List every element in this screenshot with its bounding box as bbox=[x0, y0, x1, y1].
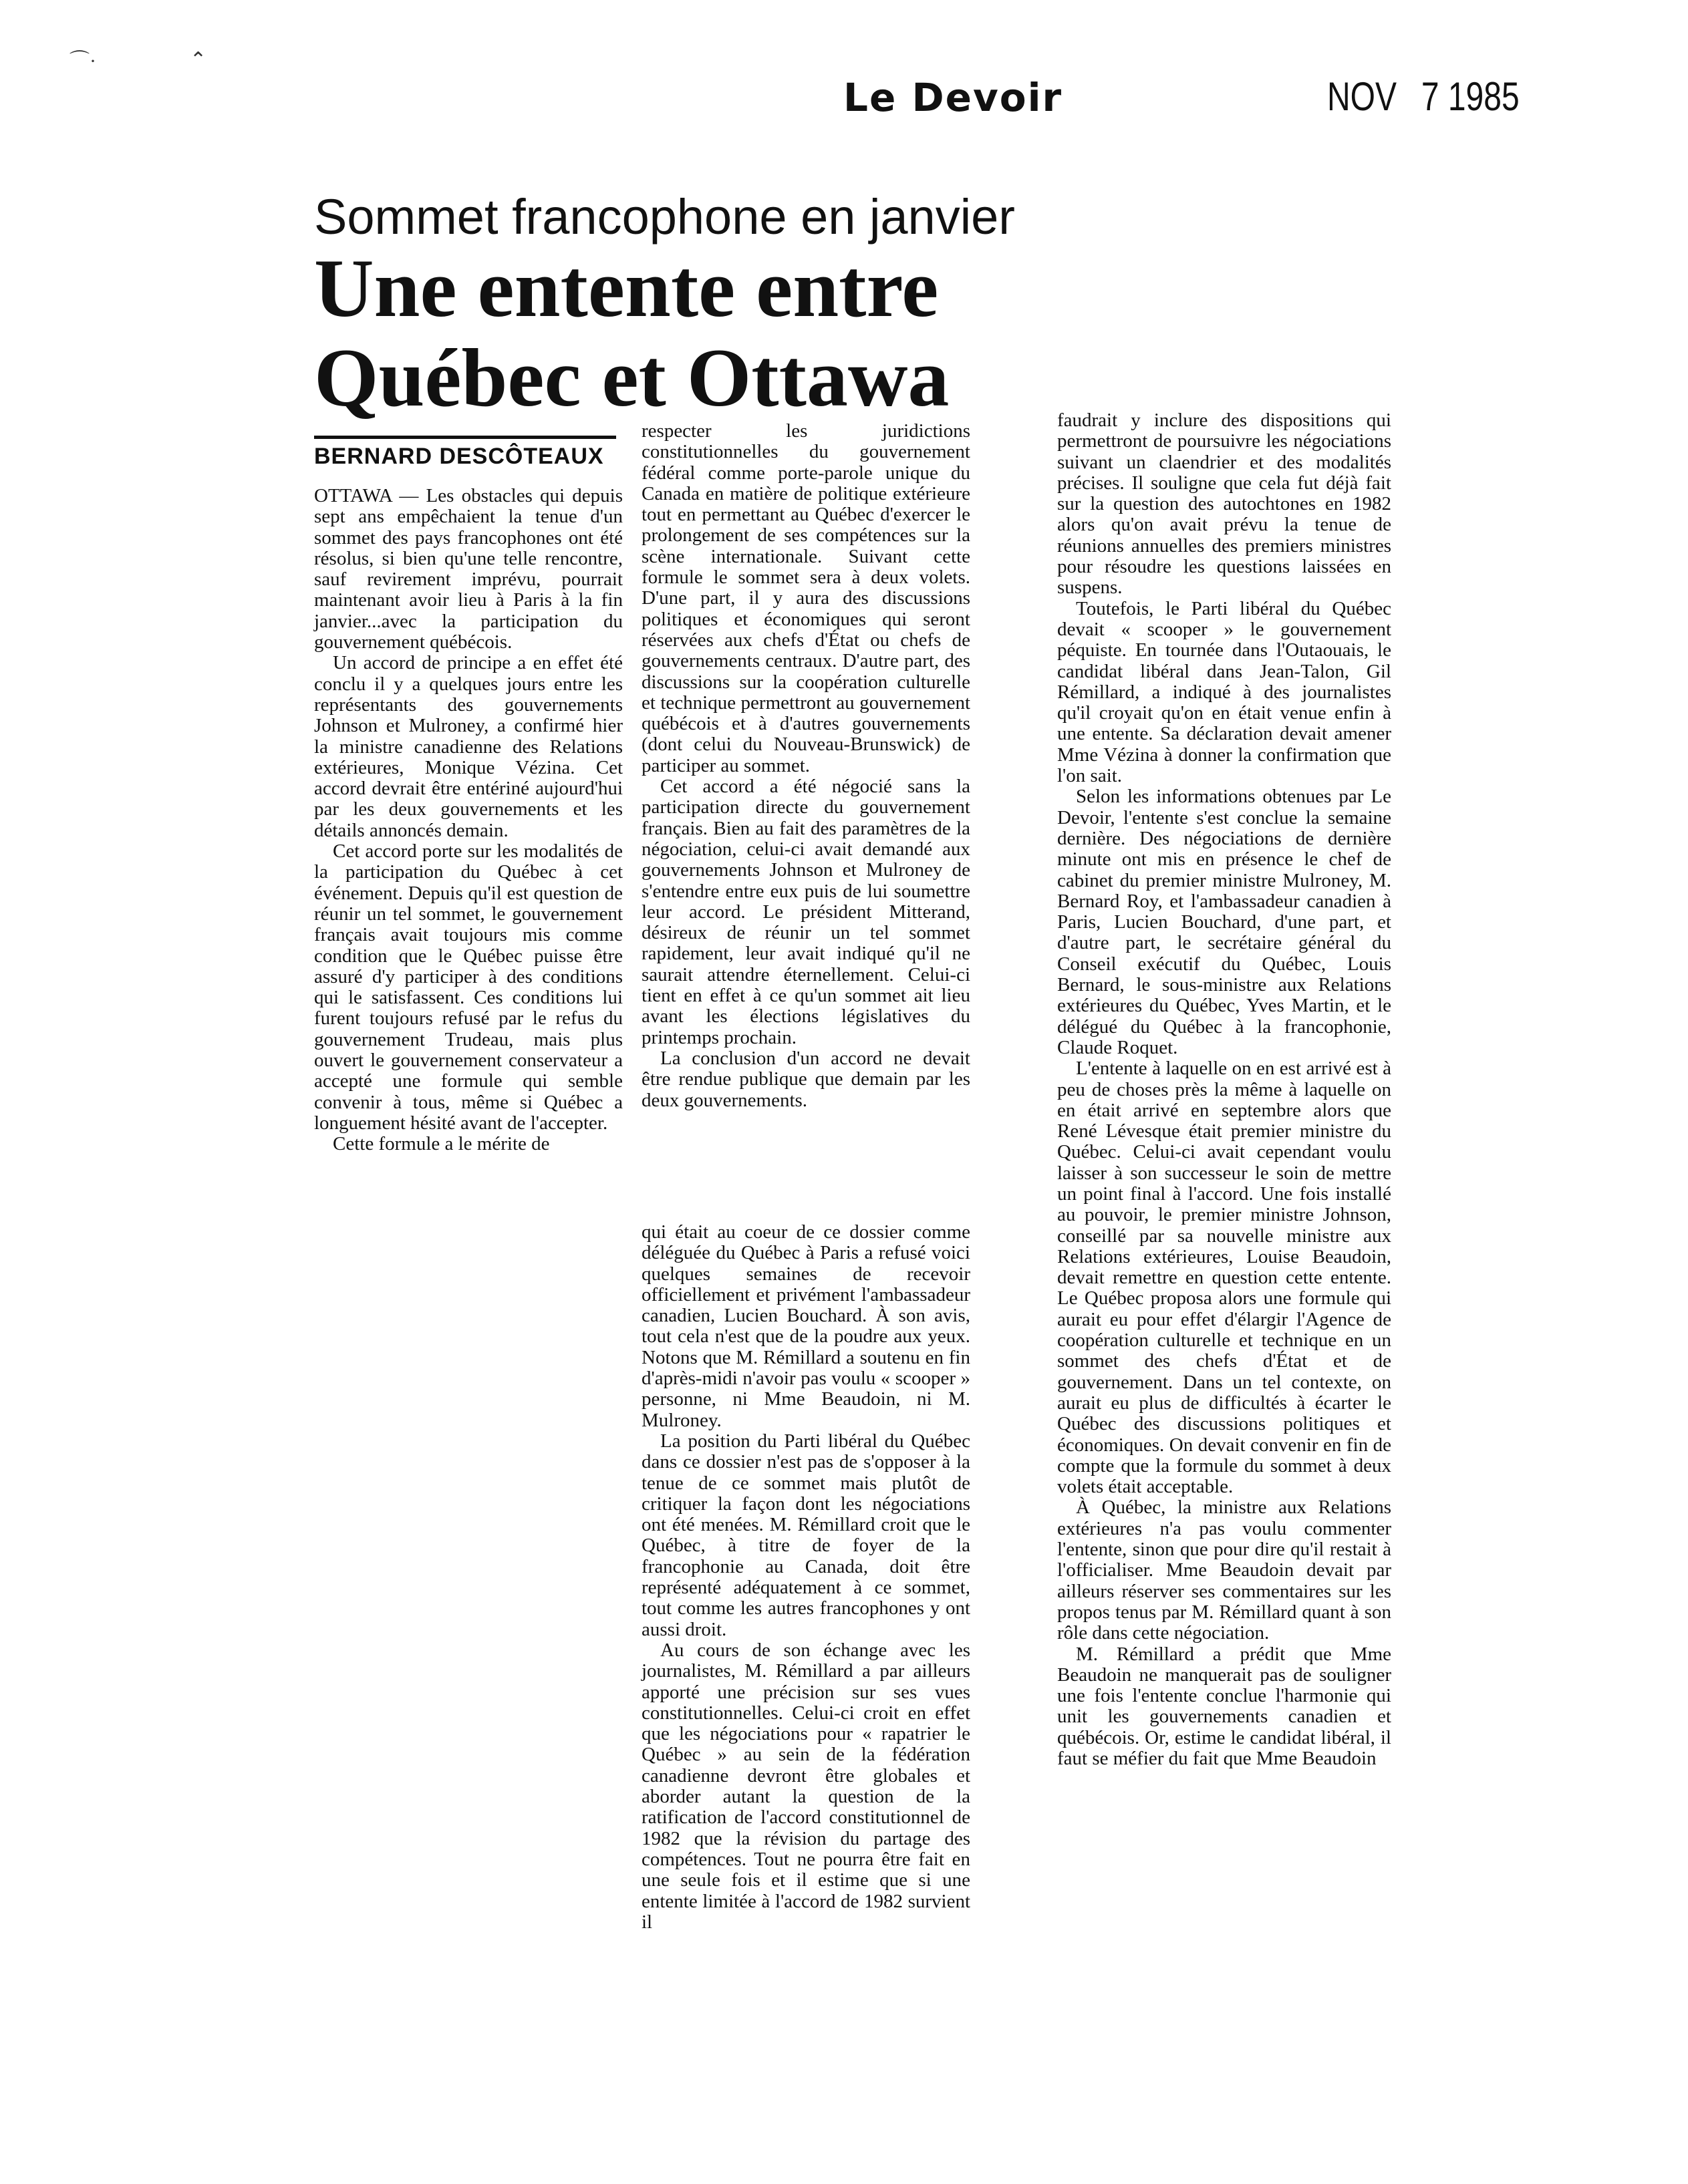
kicker: Sommet francophone en janvier bbox=[314, 189, 1015, 245]
paragraph: À Québec, la ministre aux Relations extérieures n'a pas voulu commenter l'entente, sinon que pour dire qu'il restait à l'officialiser. Mme Beaudoin devait par ailleurs réserver ses commentaires sur les propos tenus par M. Rémillard quant à son rôle dans cette négociation. bbox=[1057, 1497, 1391, 1644]
masthead: Le Devoir bbox=[843, 75, 1063, 120]
paragraph: Cet accord a été négocié sans la participation directe du gouvernement français. Bien au fait des paramètres de la négociation, celui-ci avait demandé aux gouvernements Johnson et Mulroney de s'entendre entre eux puis de lui soumettre leur accord. Le président Mitterand, désireux de réunir un tel sommet rapidement, leur avait indiqué qu'il ne saurait attendre éternellement. Celui-ci tient en effet à ce qu'un sommet ait lieu avant les élections législatives du printemps prochain. bbox=[642, 776, 970, 1048]
date-stamp bbox=[1327, 73, 1520, 120]
date-day-year: 7 1985 bbox=[1421, 74, 1520, 119]
headline bbox=[314, 244, 1049, 423]
paragraph: OTTAWA — Les obstacles qui depuis sept ans empêchaient la tenue d'un sommet des pays francophones ont été résolus, si bien qu'une telle rencontre, sauf revirement imprévu, pourrait maintenant avoir lieu à Paris à la fin janvier...avec la participation du gouvernement québécois. bbox=[314, 485, 623, 653]
date-month: NOV bbox=[1327, 74, 1397, 119]
article-column-2 bbox=[642, 421, 970, 1111]
paragraph: L'entente à laquelle on en est arrivé est à peu de choses près la même à laquelle on en était arrivé en septembre alors que René Lévesque était premier ministre du Québec. Celui-ci avait cependant voulu laisser à son successeur le soin de mettre un point final à l'accord. Une fois installé au pouvoir, le premier ministre Johnson, conseillé par sa nouvelle ministre aux Relations extérieures, Louise Beaudoin, devait remettre en question cette entente. Le Québec proposa alors une formule qui aurait eu pour effet d'élargir l'Agence de coopération culturelle et technique en un sommet des chefs d'État et de gouvernement. Dans un tel contexte, on aurait eu plus de difficultés à écarter le Québec des discussions politiques et économiques. On devait convenir en fin de compte que la formule du sommet à deux volets était acceptable. bbox=[1057, 1058, 1391, 1498]
paragraph: faudrait y inclure des dispositions qui permettront de poursuivre les négociations suivant un claendrier et des modalités précises. Il souligne que cela fut déjà fait sur la question des autochtones en 1982 alors qu'on avait prévu la tenue de réunions annuelles des premiers ministres pour résoudre les questions laissées en suspens. bbox=[1057, 410, 1391, 599]
scan-mark: ⌃ bbox=[190, 49, 207, 71]
paragraph: La conclusion d'un accord ne devait être rendue publique que demain par les deux gouvernements. bbox=[642, 1047, 970, 1111]
article-column-3 bbox=[1057, 410, 1391, 1769]
paragraph: Selon les informations obtenues par Le Devoir, l'entente s'est conclue la semaine dernière. Des négociations de dernière minute ont mis en présence le chef de cabinet du premier ministre Mulroney, M. Bernard Roy, et l'ambassadeur canadien à Paris, Lucien Bouchard, d'une part, et d'autre part, le secrétaire général du Conseil exécutif du Québec, Louis Bernard, le sous-ministre aux Relations extérieures du Québec, Yves Martin, et le délégué du Québec à la francophonie, Claude Roquet. bbox=[1057, 786, 1391, 1058]
paragraph: La position du Parti libéral du Québec dans ce dossier n'est pas de s'opposer à la tenue de ce sommet mais plutôt de critiquer la façon dont les négociations ont été menées. M. Rémillard croit que le Québec, à titre de foyer de la francophonie au Canada, doit être représenté adéquatement à ce sommet, tout comme les autres francophones y ont aussi droit. bbox=[642, 1430, 970, 1640]
byline: BERNARD DESCÔTEAUX bbox=[314, 444, 604, 469]
headline-line: Québec et Ottawa bbox=[314, 332, 950, 424]
paragraph: Cette formule a le mérite de bbox=[333, 1133, 550, 1155]
paragraph: M. Rémillard a prédit que Mme Beaudoin ne manquerait pas de souligner une fois l'entente conclue l'harmonie qui unit les gouvernements canadien et québécois. Or, estime le candidat libéral, il faut se méfier du fait que Mme Beaudoin bbox=[1057, 1643, 1391, 1769]
paragraph: qui était au coeur de ce dossier comme déléguée du Québec à Paris a refusé voici quelques semaines de recevoir officiellement et privément l'ambassadeur canadien, Lucien Bouchard. À son avis, tout cela n'est que de la poudre aux yeux. Notons que M. Rémillard a soutenu en fin d'après-midi n'avoir pas voulu « scooper » personne, ni Mme Beaudoin, ni M. Mulroney. bbox=[642, 1221, 970, 1431]
paragraph: Toutefois, le Parti libéral du Québec devait « scooper » le gouvernement péquiste. En tournée dans l'Outaouais, le candidat libéral dans Jean-Talon, Gil Rémillard, a indiqué à des journalistes qu'il croyait qu'on en était venue enfin à une entente. Sa déclaration devait amener Mme Vézina à donner la confirmation que l'on sait. bbox=[1057, 597, 1391, 787]
paragraph: Cet accord porte sur les modalités de la participation du Québec à cet événement. Depuis qu'il est question de réunir un tel sommet, le gouvernement français avait toujours mis comme condition que le Québec puisse être assuré d'y participer à des conditions qui le satisfassent. Ces conditions lui furent toujours refusé par le refus du gouvernement Trudeau, mais plus ouvert le gouvernement conservateur a accepté une formule qui semble convenir à tous, même si Québec a longuement hésité avant de l'accepter. bbox=[314, 840, 623, 1134]
paragraph: Au cours de son échange avec les journalistes, M. Rémillard a par ailleurs apporté une précision sur ses vues constitutionnelles. Celui-ci croit en effet que les négociations pour « rapatrier le Québec » au sein de la fédération canadienne devront être globales et aborder autant la question de la ratification de l'accord constitutionnel de 1982 que la révision du partage des compétences. Tout ne pourra être fait en une seule fois et il estime que si une entente limitée à l'accord de 1982 survient il bbox=[642, 1639, 970, 1933]
article-column-1 bbox=[314, 486, 623, 1155]
paragraph: Un accord de principe a en effet été conclu il y a quelques jours entre les représentants des gouvernements Johnson et Mulroney, a confirmé hier la ministre canadienne des Relations extérieures, Monique Vézina. Cet accord devrait être entériné aujourd'hui par les deux gouvernements et les détails annoncés demain. bbox=[314, 652, 623, 841]
paragraph: respecter les juridictions constitutionnelles du gouvernement fédéral comme porte-parole unique du Canada en matière de politique extérieure tout en permettant au Québec d'exercer le prolongement de ses compétences sur la scène internationale. Suivant cette formule le sommet sera à deux volets. D'une part, il y aura des discussions politiques et économiques qui seront réservées aux chefs d'État ou chefs de gouvernements centraux. D'autre part, des discussions sur la coopération culturelle et technique permettront au gouvernement québécois et à d'autres gouvernements (dont celui du Nouveau-Brunswick) de participer au sommet. bbox=[642, 420, 970, 776]
byline-rule bbox=[314, 436, 616, 439]
headline-line: Une entente entre bbox=[314, 243, 939, 334]
article-column-4 bbox=[642, 1222, 970, 1933]
scan-mark: ⌒· bbox=[69, 50, 96, 72]
